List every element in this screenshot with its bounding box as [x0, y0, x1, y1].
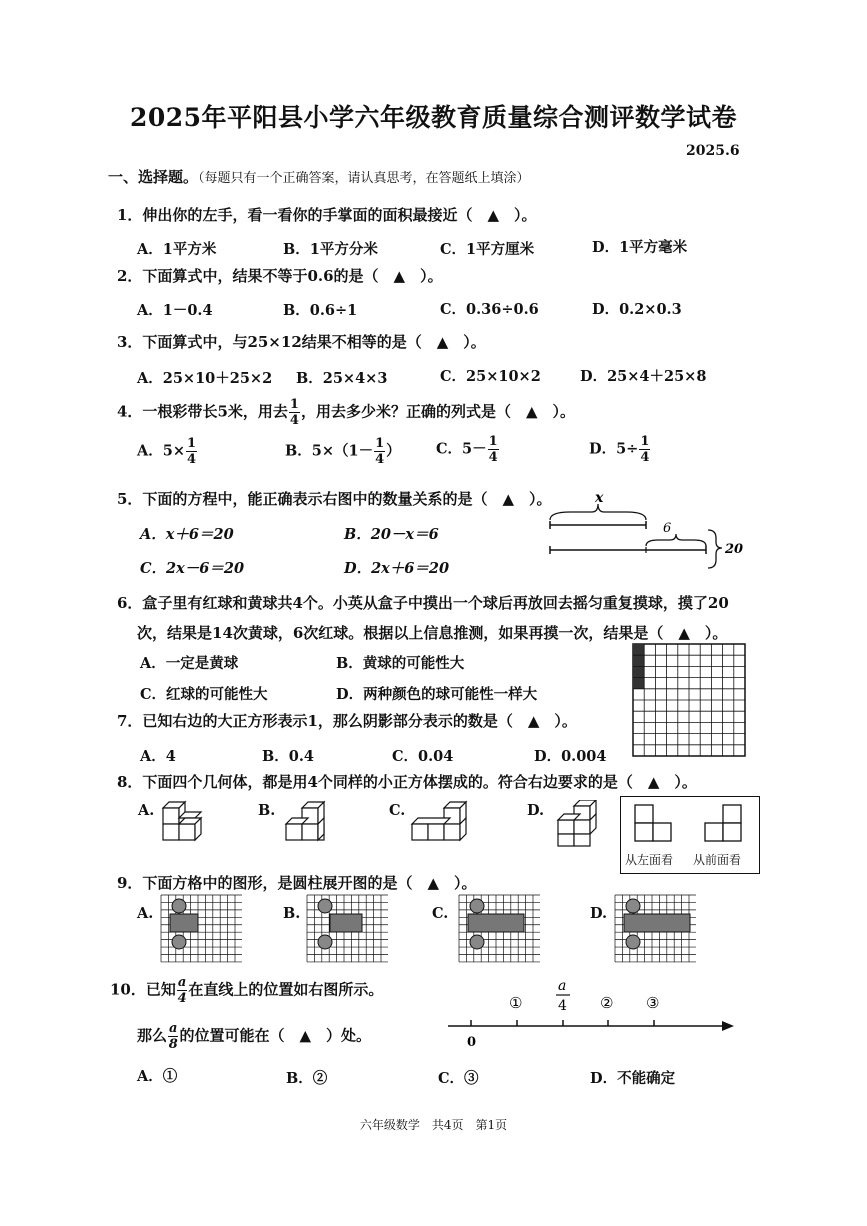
section-note: （每题只有一个正确答案，请认真思考，在答题纸上填涂）: [198, 171, 530, 186]
q7-option-d: D．0.004: [534, 748, 607, 765]
q2-option-a: A．1－0.4: [137, 302, 213, 319]
question-9-stem: 9．下面方格中的图形，是圆柱展开图的是（ ▲ ）。: [117, 874, 477, 892]
q1-option-b: B．1平方分米: [283, 241, 378, 258]
question-7-stem: 7．已知右边的大正方形表示1，那么阴影部分表示的数是（ ▲ ）。: [117, 712, 577, 730]
q8-option-c: C.: [389, 802, 406, 819]
q4a-num: 1: [187, 436, 197, 451]
q4a-den: 4: [187, 452, 197, 467]
q4a-pre: A．5×: [137, 442, 185, 460]
q10-mark-3: ③: [646, 994, 660, 1012]
section-heading: [108, 166, 530, 187]
q10-a-label: a: [558, 978, 567, 994]
question-5-stem: 5．下面的方程中，能正确表示右图中的数量关系的是（ ▲ ）。: [117, 490, 552, 508]
question-2-stem: 2．下面算式中，结果不等于0.6的是（ ▲ ）。: [117, 267, 443, 285]
q2-option-b: B．0.6÷1: [283, 302, 358, 319]
page-title: 2025年平阳县小学六年级教育质量综合测评数学试卷: [129, 103, 738, 132]
q5-option-a: A．x＋6＝20: [140, 526, 234, 543]
q10-mark-2: ②: [600, 994, 614, 1012]
q1-option-d: D．1平方毫米: [592, 239, 688, 256]
q7-option-c: C．0.04: [392, 748, 454, 765]
q10-line2-part1: 那么: [137, 1026, 168, 1045]
question-10-stem-line2: [137, 1022, 371, 1051]
q4d-pre: D．5÷: [589, 440, 639, 458]
q4-option-a: [137, 437, 198, 466]
q10-option-d: D．不能确定: [590, 1070, 676, 1087]
q5-option-c: C．2x－6＝20: [140, 560, 245, 577]
q8-option-d: D.: [527, 802, 545, 819]
q9-option-c: C.: [432, 905, 449, 922]
question-4-stem: [117, 398, 575, 427]
question-6-stem-line1: 6．盒子里有红球和黄球共4个。小英从盒子中摸出一个球后再放回去摇匀重复摸球，摸了20: [117, 594, 729, 612]
q9-grid-c: [458, 894, 540, 964]
q10-number-line: [440, 970, 740, 1055]
q10-option-a: A．①: [137, 1068, 178, 1085]
q8-figure-d: [554, 800, 610, 848]
q4-option-b: [285, 437, 401, 466]
q3-option-d: D．25×4＋25×8: [580, 368, 707, 385]
q4b-den: 4: [375, 452, 385, 467]
q4d-den: 4: [640, 450, 650, 465]
q6-option-b: B．黄球的可能性大: [336, 655, 465, 672]
q10-line2-part2: 的位置可能在（ ▲ ）处。: [179, 1026, 371, 1045]
q6-option-d: D．两种颜色的球可能性一样大: [336, 686, 538, 703]
q7-option-b: B．0.4: [262, 748, 314, 765]
q10-stem-part2: 在直线上的位置如右图所示。: [188, 980, 384, 999]
q10-frac-den: 4: [177, 991, 187, 1006]
q9-option-d: D.: [590, 905, 608, 922]
q5-x-label: x: [595, 490, 604, 506]
q3-option-a: A．25×10＋25×2: [137, 370, 273, 387]
question-3-stem: 3．下面算式中，与25×12结果不相等的是（ ▲ ）。: [117, 333, 486, 351]
q3-option-c: C．25×10×2: [440, 368, 541, 385]
q8-figure-a: [155, 800, 215, 848]
front-view-shape: [703, 803, 745, 845]
q4-fraction: [289, 398, 300, 427]
q4d-num: 1: [640, 434, 650, 449]
q4-option-c: [436, 435, 500, 464]
q9-grid-a: [160, 894, 242, 964]
q5-option-b: B．20－x＝6: [344, 526, 439, 543]
q7-option-a: A．4: [140, 748, 176, 765]
q8-option-b: B.: [258, 802, 276, 819]
q6-option-c: C．红球的可能性大: [140, 686, 268, 703]
q8-views-box: [620, 796, 760, 874]
q4b-pre: B．5×（1－: [285, 442, 374, 460]
q9-option-b: B.: [283, 905, 301, 922]
left-view-label: 从左面看: [625, 853, 674, 867]
q4b-post: ）: [386, 442, 401, 460]
q5-six-label: 6: [663, 521, 672, 536]
q10-frac2-num: a: [169, 1021, 178, 1036]
q10-4-label: 4: [558, 998, 567, 1014]
q5-segment-diagram: [540, 490, 750, 570]
question-1-stem: 1．伸出你的左手，看一看你的手掌面的面积最接近（ ▲ ）。: [117, 206, 537, 224]
q6-option-a: A．一定是黄球: [140, 655, 239, 672]
q4b-num: 1: [375, 436, 385, 451]
q10-option-c: C．③: [438, 1070, 479, 1087]
q10-frac2-den: 8: [168, 1037, 178, 1052]
q10-stem-part1: 10．已知: [110, 980, 176, 999]
q9-option-a: A.: [137, 905, 154, 922]
q4-frac-num: 1: [289, 397, 299, 412]
question-8-stem: 8．下面四个几何体，都是用4个同样的小正方体摆成的。符合右边要求的是（ ▲ ）。: [117, 773, 697, 791]
q10-option-b: B．②: [286, 1070, 328, 1087]
question-10-stem: [110, 976, 383, 1005]
q4-frac-den: 4: [289, 413, 299, 428]
q1-option-c: C．1平方厘米: [440, 241, 535, 258]
q9-grid-d: [614, 894, 696, 964]
q8-figure-b: [282, 800, 342, 848]
q4c-num: 1: [488, 434, 498, 449]
q8-option-a: A.: [138, 802, 155, 819]
q5-option-d: D．2x＋6＝20: [344, 560, 450, 577]
q4-stem-part2: ，用去多少米？正确的列式是（ ▲ ）。: [300, 402, 575, 421]
q2-option-c: C．0.36÷0.6: [440, 301, 539, 318]
q5-total-label: 20: [725, 542, 744, 557]
q7-hundred-grid: [632, 643, 746, 757]
q10-zero-label: 0: [467, 1035, 477, 1050]
q9-grid-b: [306, 894, 388, 964]
question-6-stem-line2: 次，结果是14次黄球，6次红球。根据以上信息推测，如果再摸一次，结果是（ ▲ ）。: [137, 624, 728, 642]
q4-option-d: [589, 435, 651, 464]
q4-stem-part1: 4．一根彩带长5米，用去: [117, 402, 288, 421]
q2-option-d: D．0.2×0.3: [592, 301, 682, 318]
q8-figure-c: [408, 800, 468, 848]
front-view-label: 从前面看: [693, 853, 742, 867]
q3-option-b: B．25×4×3: [296, 370, 388, 387]
q4c-pre: C．5－: [436, 440, 487, 458]
q4c-den: 4: [488, 450, 498, 465]
exam-date: 2025.6: [686, 143, 740, 159]
q10-mark-1: ①: [509, 994, 523, 1012]
section-title: 一、选择题。: [108, 168, 199, 186]
q1-option-a: A．1平方米: [137, 241, 217, 258]
page-footer: 六年级数学 共4页 第1页: [359, 1118, 508, 1132]
left-view-shape: [633, 803, 675, 845]
q10-frac-num: a: [177, 975, 187, 990]
